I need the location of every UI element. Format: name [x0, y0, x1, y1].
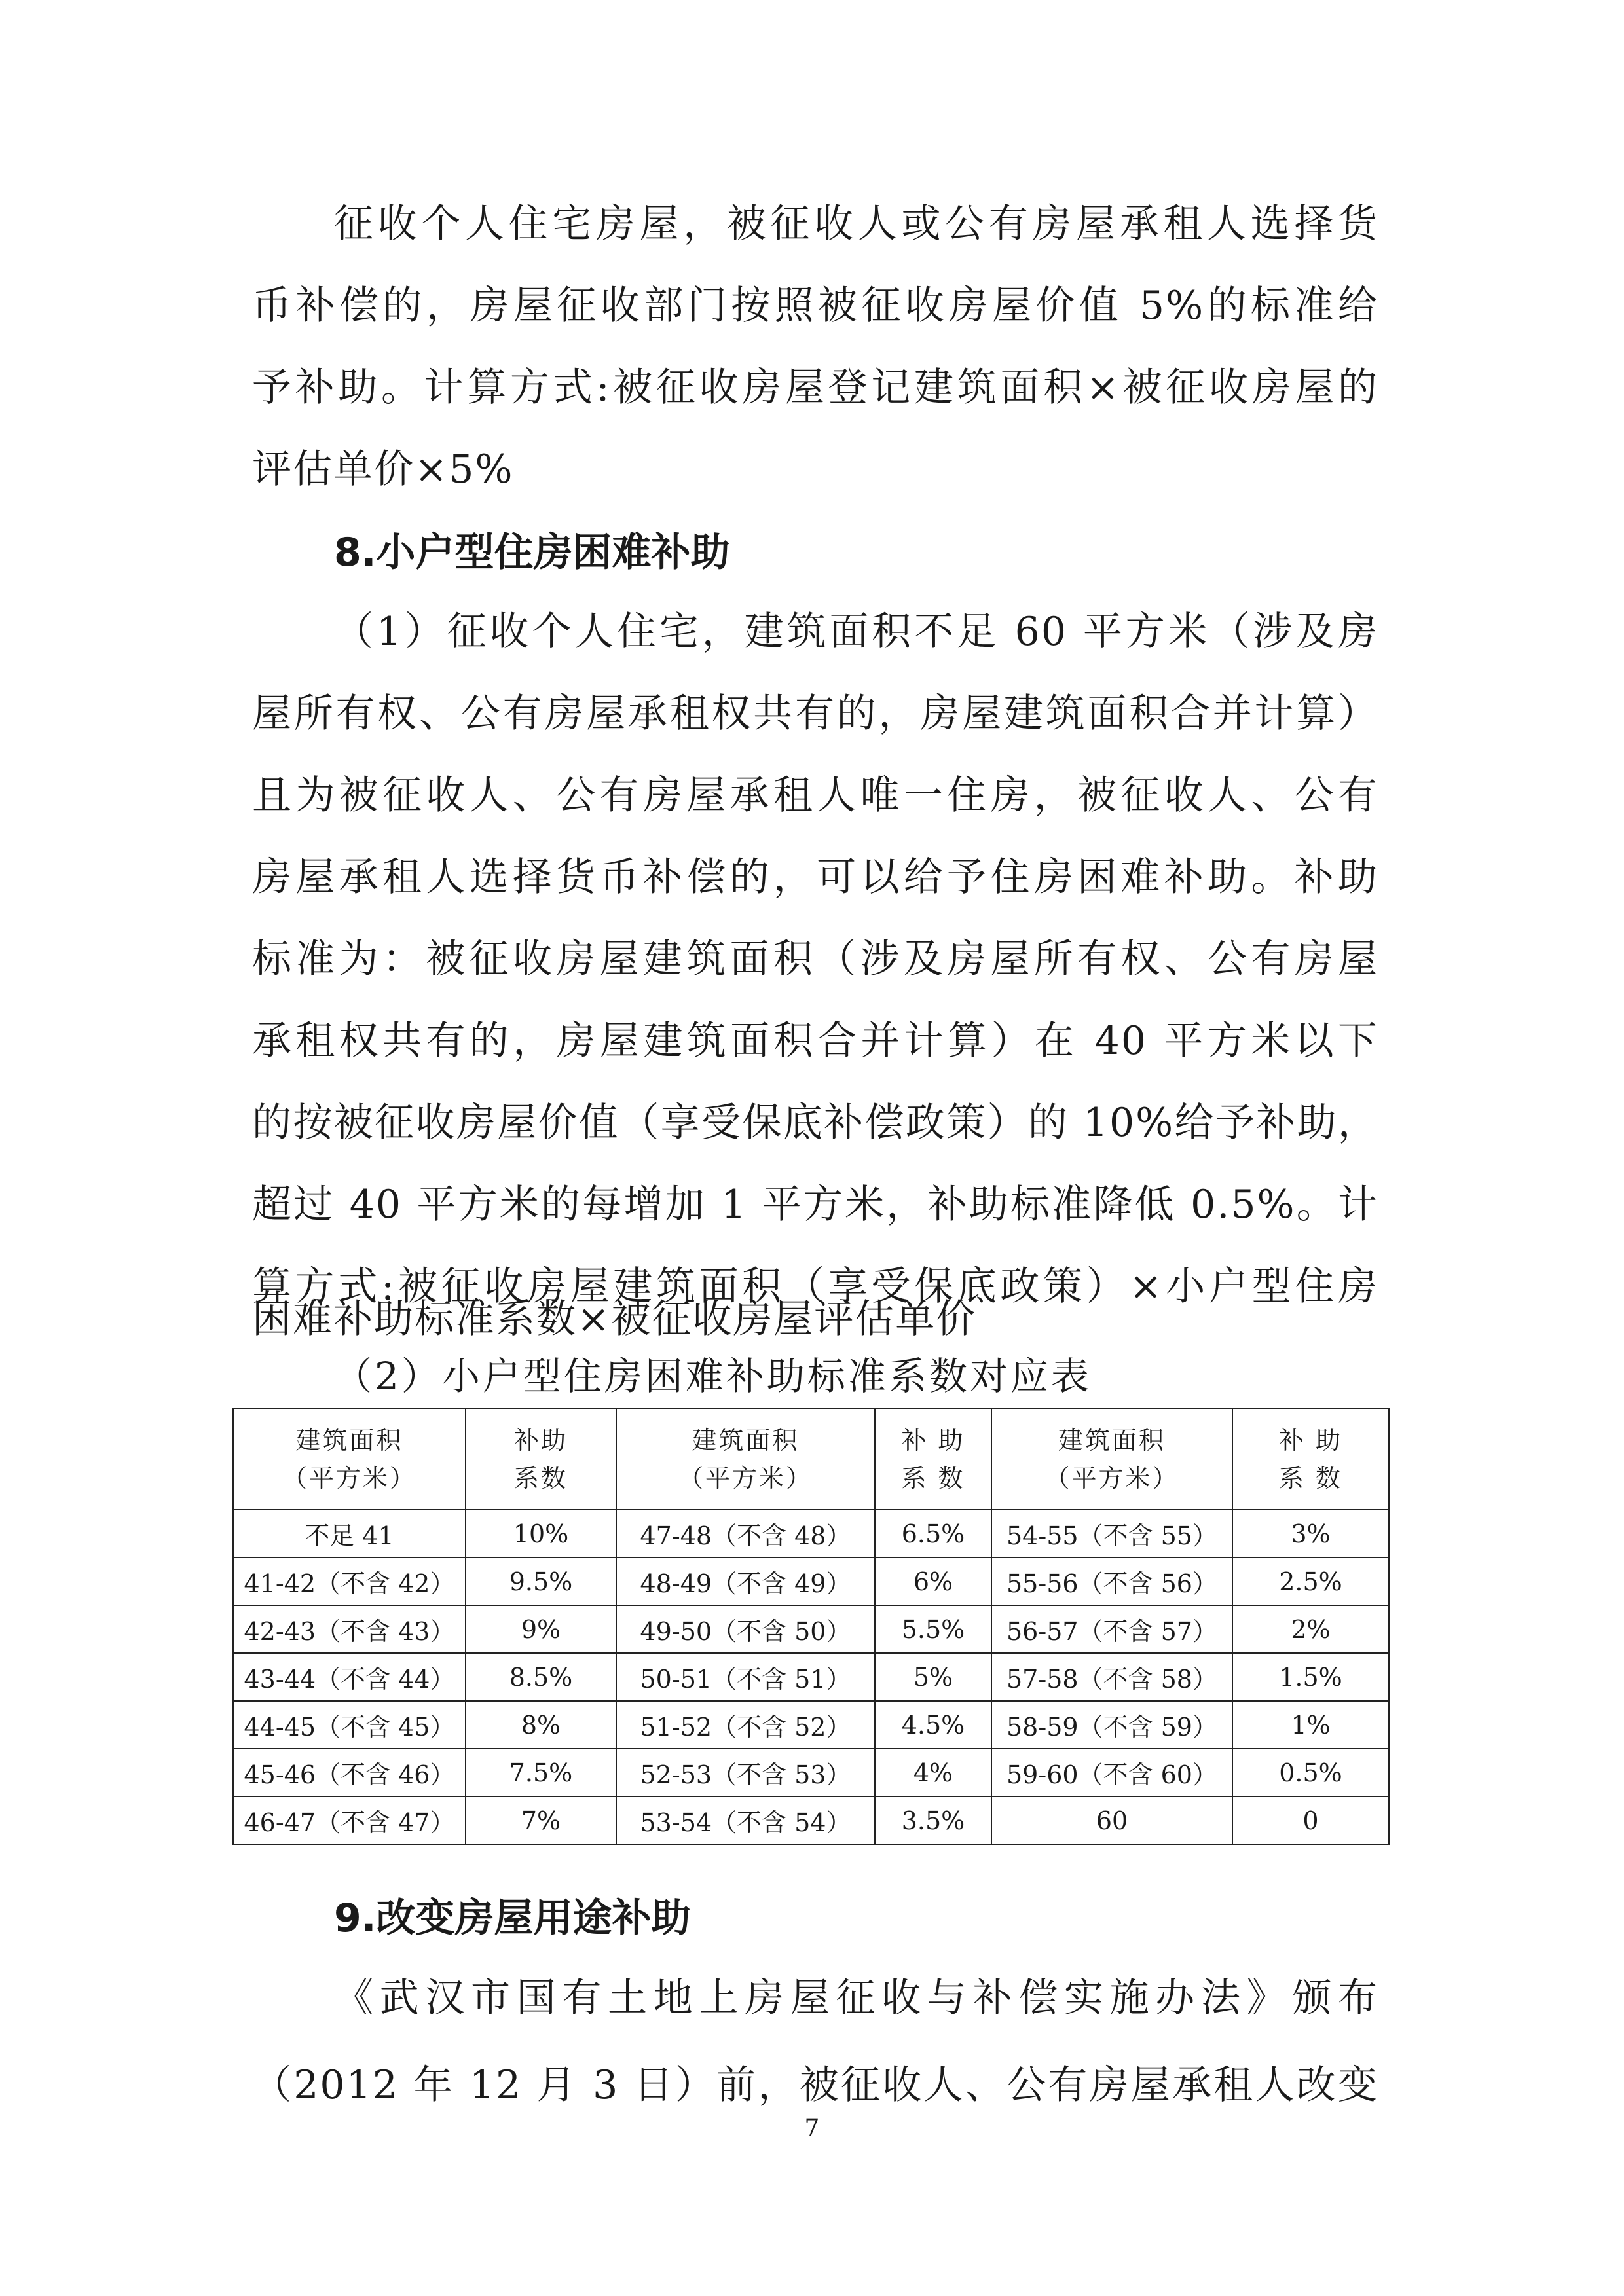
subsidy-coefficient-table [232, 1408, 1390, 1845]
area-range-cell: 55-56（不含 56） [991, 1558, 1232, 1605]
area-range-cell: 53-54（不含 54） [616, 1796, 875, 1844]
table-row [233, 1701, 1389, 1749]
column-header: 补 助 系 数 [1232, 1408, 1389, 1510]
table-caption: （2）小户型住房困难补助标准系数对应表 [334, 1354, 1092, 1398]
text-line: 标准为：被征收房屋建筑面积（涉及房屋所有权、公有房屋 [252, 936, 1378, 982]
coefficient-cell: 9% [466, 1605, 616, 1653]
column-header: 建筑面积 （平方米） [991, 1408, 1232, 1510]
coefficient-cell: 4% [875, 1749, 991, 1796]
coefficient-cell: 1% [1232, 1701, 1389, 1749]
coefficient-cell: 10% [466, 1510, 616, 1558]
coefficient-cell: 0.5% [1232, 1749, 1389, 1796]
text-line: 算方式:被征收房屋建筑面积（享受保底政策）×小户型住房 [252, 1264, 1378, 1309]
coefficient-cell: 8.5% [466, 1653, 616, 1701]
coefficient-cell: 3% [1232, 1510, 1389, 1558]
column-header: 补 助 系 数 [875, 1408, 991, 1510]
coefficient-cell: 7% [466, 1796, 616, 1844]
column-header: 补助 系数 [466, 1408, 616, 1510]
coefficient-table-wrapper [232, 1408, 1388, 1845]
area-range-cell: 不足 41 [233, 1510, 466, 1558]
text-line: 《武汉市国有土地上房屋征收与补偿实施办法》颁布 [334, 1975, 1378, 2021]
text-line: 且为被征收人、公有房屋承租人唯一住房，被征收人、公有 [252, 773, 1378, 818]
coefficient-cell: 6.5% [875, 1510, 991, 1558]
text-line: 评估单价×5% [252, 446, 514, 492]
area-range-cell: 48-49（不含 49） [616, 1558, 875, 1605]
text-line: 困难补助标准系数×被征收房屋评估单价 [252, 1296, 977, 1342]
column-header: 建筑面积 （平方米） [616, 1408, 875, 1510]
table-row [233, 1653, 1389, 1701]
coefficient-cell: 3.5% [875, 1796, 991, 1844]
text-line: 征收个人住宅房屋，被征收人或公有房屋承租人选择货 [334, 201, 1378, 247]
area-range-cell: 51-52（不含 52） [616, 1701, 875, 1749]
section-heading-9: 9.改变房屋用途补助 [334, 1895, 691, 1941]
coefficient-cell: 1.5% [1232, 1653, 1389, 1701]
area-range-cell: 43-44（不含 44） [233, 1653, 466, 1701]
area-range-cell: 50-51（不含 51） [616, 1653, 875, 1701]
coefficient-cell: 2.5% [1232, 1558, 1389, 1605]
text-line: 的按被征收房屋价值（享受保底补偿政策）的 10%给予补助， [252, 1100, 1378, 1146]
column-header: 建筑面积 （平方米） [233, 1408, 466, 1510]
area-range-cell: 46-47（不含 47） [233, 1796, 466, 1844]
coefficient-cell: 4.5% [875, 1701, 991, 1749]
coefficient-cell: 7.5% [466, 1749, 616, 1796]
area-range-cell: 54-55（不含 55） [991, 1510, 1232, 1558]
table-row [233, 1749, 1389, 1796]
area-range-cell: 47-48（不含 48） [616, 1510, 875, 1558]
text-line: 承租权共有的，房屋建筑面积合并计算）在 40 平方米以下 [252, 1018, 1378, 1064]
table-body [233, 1510, 1389, 1844]
text-line: 予补助。计算方式:被征收房屋登记建筑面积×被征收房屋的 [252, 365, 1378, 410]
table-header-row [233, 1408, 1389, 1510]
text-line: （2012 年 12 月 3 日）前，被征收人、公有房屋承租人改变 [252, 2062, 1378, 2108]
coefficient-cell: 0 [1232, 1796, 1389, 1844]
text-line: 币补偿的，房屋征收部门按照被征收房屋价值 5%的标准给 [252, 283, 1378, 329]
area-range-cell: 58-59（不含 59） [991, 1701, 1232, 1749]
area-range-cell: 60 [991, 1796, 1232, 1844]
coefficient-cell: 2% [1232, 1605, 1389, 1653]
table-row [233, 1796, 1389, 1844]
area-range-cell: 44-45（不含 45） [233, 1701, 466, 1749]
text-line: 屋所有权、公有房屋承租权共有的，房屋建筑面积合并计算） [252, 691, 1378, 737]
page-number: 7 [804, 2115, 820, 2141]
text-line: 超过 40 平方米的每增加 1 平方米，补助标准降低 0.5%。计 [252, 1182, 1378, 1228]
coefficient-cell: 9.5% [466, 1558, 616, 1605]
table-row [233, 1510, 1389, 1558]
area-range-cell: 49-50（不含 50） [616, 1605, 875, 1653]
area-range-cell: 45-46（不含 46） [233, 1749, 466, 1796]
coefficient-cell: 6% [875, 1558, 991, 1605]
coefficient-cell: 5% [875, 1653, 991, 1701]
area-range-cell: 41-42（不含 42） [233, 1558, 466, 1605]
text-line: 房屋承租人选择货币补偿的，可以给予住房困难补助。补助 [252, 854, 1378, 900]
table-row [233, 1558, 1389, 1605]
text-line: （1）征收个人住宅，建筑面积不足 60 平方米（涉及房 [334, 609, 1378, 655]
area-range-cell: 57-58（不含 58） [991, 1653, 1232, 1701]
coefficient-cell: 5.5% [875, 1605, 991, 1653]
coefficient-cell: 8% [466, 1701, 616, 1749]
table-row [233, 1605, 1389, 1653]
area-range-cell: 59-60（不含 60） [991, 1749, 1232, 1796]
area-range-cell: 56-57（不含 57） [991, 1605, 1232, 1653]
area-range-cell: 52-53（不含 53） [616, 1749, 875, 1796]
area-range-cell: 42-43（不含 43） [233, 1605, 466, 1653]
section-heading-8: 8.小户型住房困难补助 [334, 530, 730, 575]
